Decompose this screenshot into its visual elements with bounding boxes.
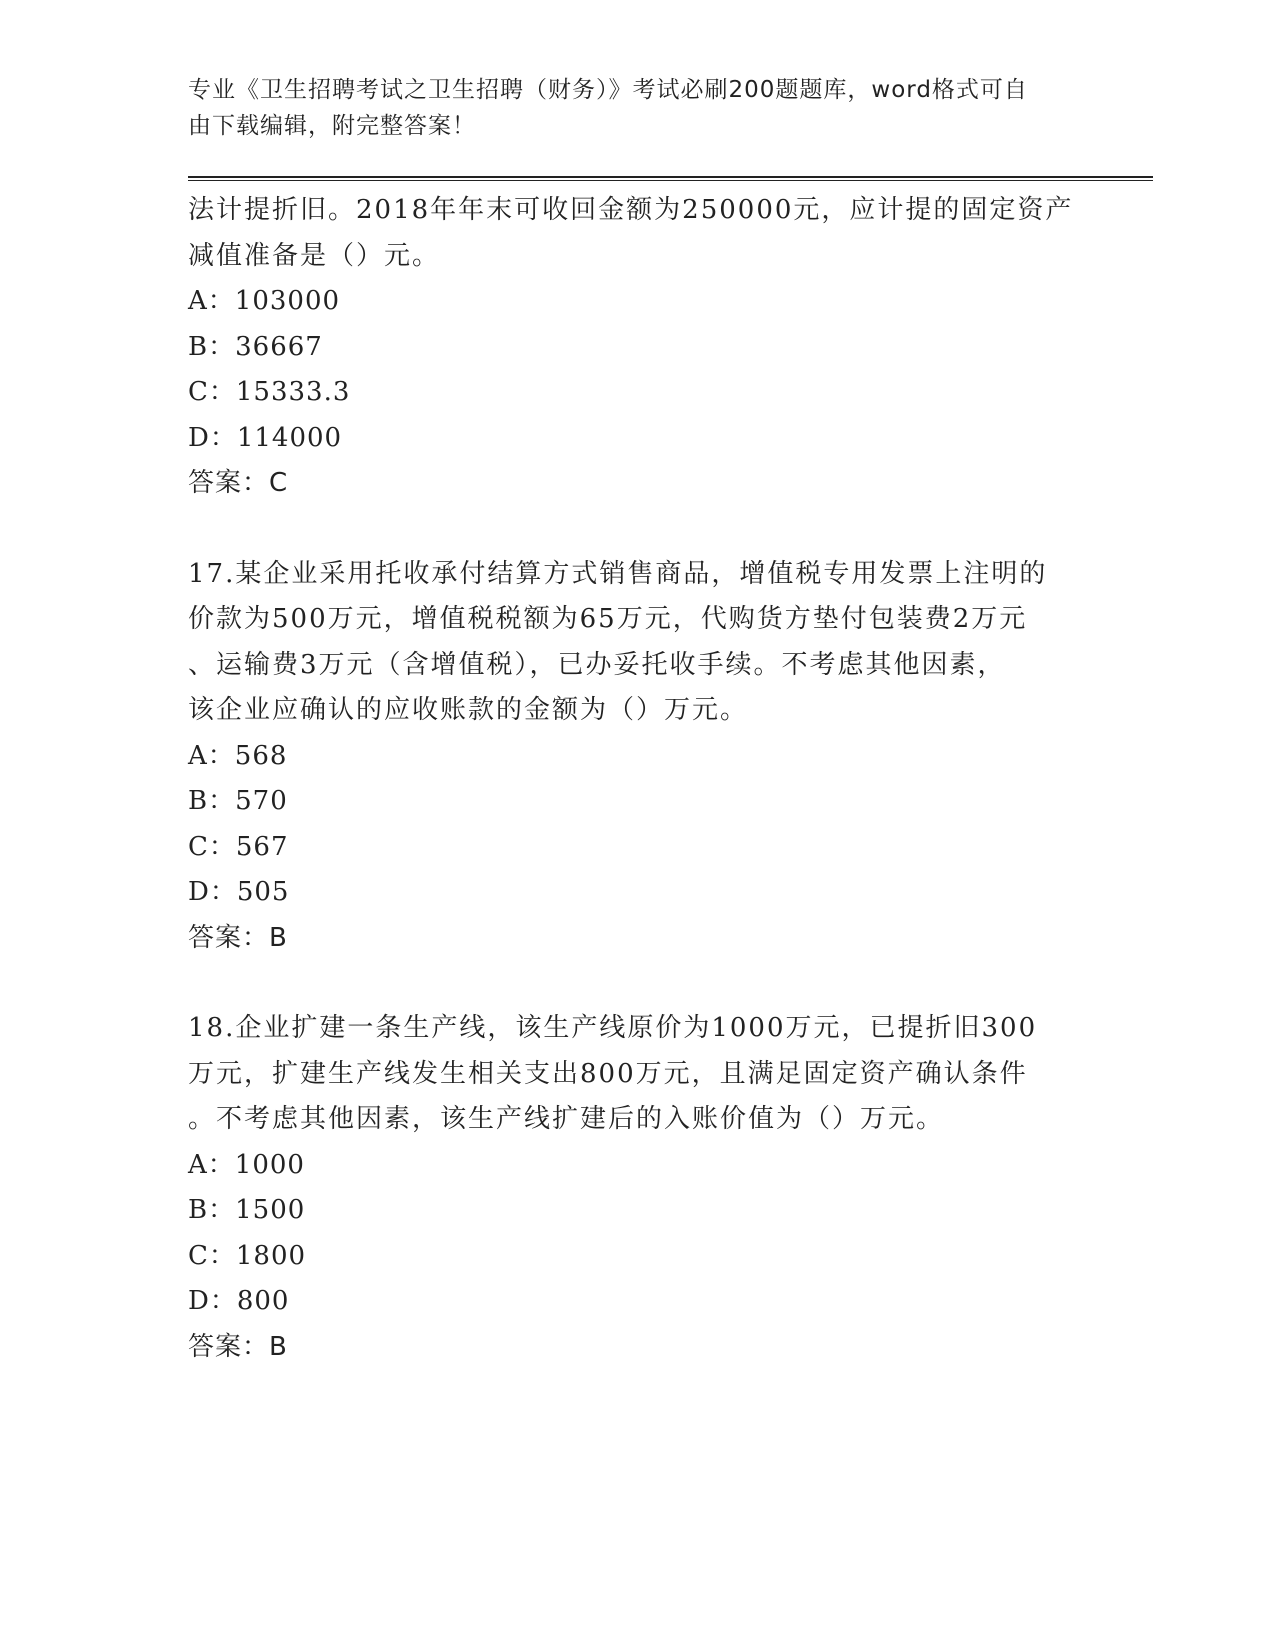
option-a: A：1000 xyxy=(188,1149,305,1180)
option-d: D：505 xyxy=(188,877,290,907)
question-stem-line: 。不考虑其他因素，该生产线扩建后的入账价值为（）万元。 xyxy=(188,1104,945,1134)
question-spacer xyxy=(188,507,1088,552)
option-c: C：15333.3 xyxy=(188,377,351,407)
question-stem-line: 减值准备是（）元。 xyxy=(188,240,441,271)
answer-line: 答案：B xyxy=(188,1331,288,1362)
document-header xyxy=(188,72,1068,144)
question-18 xyxy=(188,1006,1088,1370)
option-b: B：36667 xyxy=(188,331,323,362)
option-c: C：567 xyxy=(188,831,289,862)
header-divider xyxy=(188,176,1153,181)
question-stem-line: 法计提折旧。2018年年末可收回金额为250000元，应计提的固定资产 xyxy=(188,195,1074,225)
question-stem-line: 万元，扩建生产线发生相关支出800万元，且满足固定资产确认条件 xyxy=(188,1058,1028,1089)
option-c: C：1800 xyxy=(188,1240,307,1271)
option-a: A：103000 xyxy=(188,286,341,316)
option-d: D：114000 xyxy=(188,422,343,453)
answer-line: 答案：C xyxy=(188,468,289,498)
question-stem-line: 该企业应确认的应收账款的金额为（）万元。 xyxy=(188,695,749,725)
question-stem-line: 、运输费3万元（含增值税），已办妥托收手续。不考虑其他因素， xyxy=(188,649,1006,680)
option-d: D：800 xyxy=(188,1286,290,1316)
question-17 xyxy=(188,552,1088,962)
question-stem-line: 18.企业扩建一条生产线，该生产线原价为1000万元，已提折旧300 xyxy=(188,1013,1038,1043)
option-b: B：570 xyxy=(188,786,288,816)
question-list xyxy=(188,188,1088,1370)
option-b: B：1500 xyxy=(188,1195,306,1225)
option-a: A：568 xyxy=(188,740,288,771)
answer-line: 答案：B xyxy=(188,922,288,953)
header-title-line-2: 由下载编辑，附完整答案！ xyxy=(188,113,476,139)
header-title-line-1: 专业《卫生招聘考试之卫生招聘（财务）》考试必刷200题题库，word格式可自 xyxy=(188,77,1028,103)
question-spacer xyxy=(188,961,1088,1006)
question-stem-line: 价款为500万元，增值税税额为65万元，代购货方垫付包装费2万元 xyxy=(188,604,1028,634)
question-16 xyxy=(188,188,1088,507)
question-stem-line: 17.某企业采用托收承付结算方式销售商品，增值税专用发票上注明的 xyxy=(188,558,1048,589)
